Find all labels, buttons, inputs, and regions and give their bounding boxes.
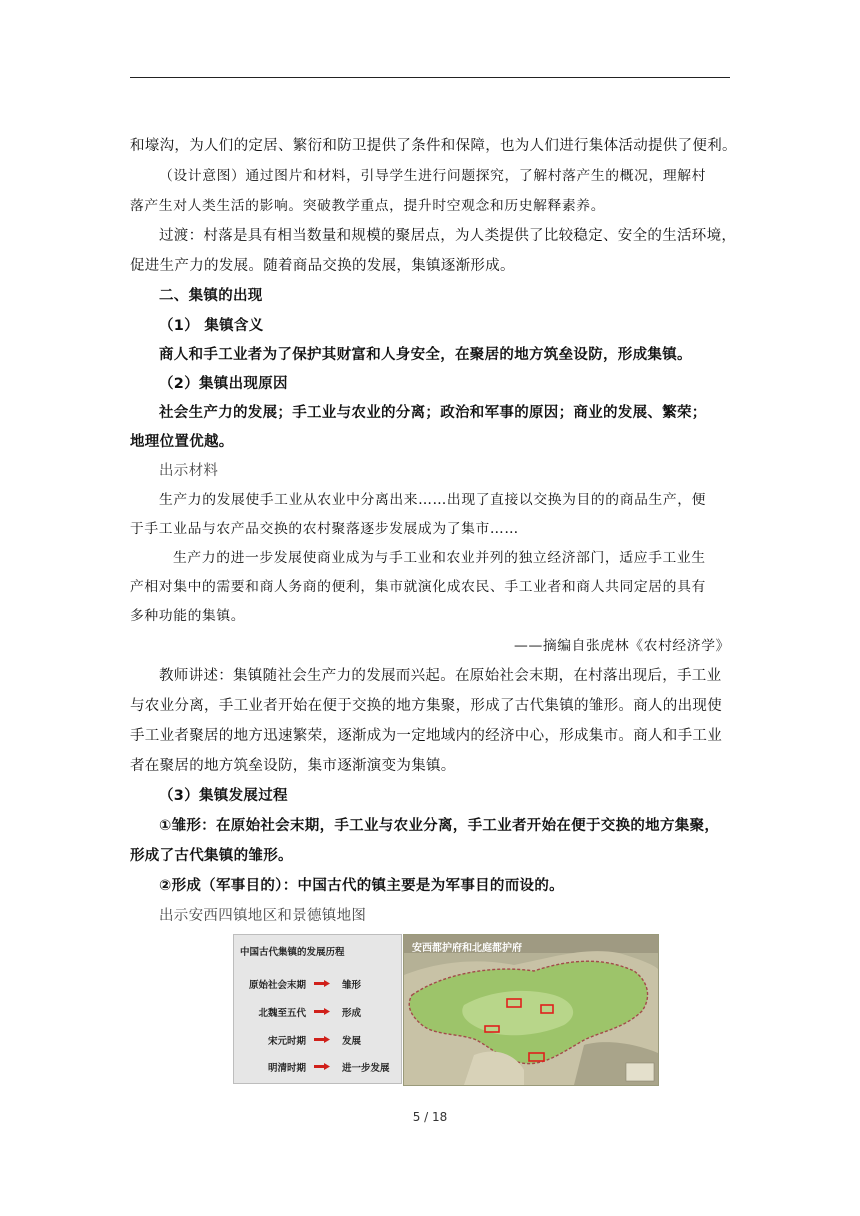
definition-text: 商人和手工业者为了保护其财富和人身安全，在聚居的地方筑垒设防，形成集镇。 [159,347,692,363]
quote-source: ——摘编自张虎林《农村经济学》 [514,638,730,654]
timeline-row [248,977,398,991]
subsection-heading: （3）集镇发展过程 [159,788,288,804]
timeline-row [248,1060,398,1074]
material-label: 出示材料 [159,463,219,479]
timeline-title: 中国古代集镇的发展历程 [240,947,345,958]
subsection-heading: （1） 集镇含义 [159,318,264,334]
quote-line: 于手工业品与农产品交换的农村聚落逐步发展成为了集市…… [130,521,519,537]
timeline-stage: 雏形 [342,980,362,991]
section-heading: 二、集镇的出现 [159,288,263,304]
timeline-row [248,1033,398,1047]
development-timeline-image [233,934,402,1084]
header-rule [130,77,730,78]
arrow-right-icon [314,1063,330,1070]
arrow-right-icon [314,1036,330,1043]
lecture-line: 手工业者聚居的地方迅速繁荣，逐渐成为一定地域内的经济中心，形成集市。商人和手工业 [130,728,722,744]
map-title: 安西都护府和北庭都护府 [412,943,522,954]
lecture-line: 教师讲述：集镇随社会生产力的发展而兴起。在原始社会末期，在村落出现后，手工业 [159,668,722,684]
timeline-period: 明清时期 [267,1063,306,1074]
development-line: ①雏形：在原始社会末期，手工业与农业分离，手工业者开始在便于交换的地方集聚， [159,818,720,834]
map-drawing [404,935,658,1085]
timeline-row [248,1005,398,1019]
timeline-period: 北魏至五代 [258,1008,306,1019]
timeline-stage: 发展 [342,1036,362,1047]
page-number: 5 / 18 [412,1110,448,1124]
anxi-beiting-map-image [403,934,659,1086]
timeline-stage: 形成 [342,1008,362,1019]
quote-line: 多种功能的集镇。 [130,608,246,624]
map-label: 出示安西四镇地区和景德镇地图 [159,908,367,924]
lecture-line: 者在聚居的地方筑垒设防，集市逐渐演变为集镇。 [130,758,456,774]
timeline-period: 宋元时期 [267,1036,306,1047]
transition-line: 促进生产力的发展。随着商品交换的发展，集镇逐渐形成。 [130,258,515,274]
subsection-heading: （2）集镇出现原因 [159,376,288,392]
design-intent-line: （设计意图）通过图片和材料，引导学生进行问题探究，了解村落产生的概况，理解村 [159,168,707,184]
timeline-stage: 进一步发展 [342,1063,390,1074]
paragraph-line: 和壕沟，为人们的定居、繁衍和防卫提供了条件和保障，也为人们进行集体活动提供了便利。 [130,138,737,154]
quote-line: 产相对集中的需要和商人务商的便利，集市就演化成农民、手工业者和商人共同定居的具有 [130,579,706,595]
timeline-period: 原始社会末期 [248,980,306,991]
design-intent-line: 落产生对人类生活的影响。突破教学重点，提升时空观念和历史解释素养。 [130,198,606,214]
reason-line: 地理位置优越。 [130,434,234,450]
development-line: 形成了古代集镇的雏形。 [130,848,293,864]
reason-line: 社会生产力的发展；手工业与农业的分离；政治和军事的原因；商业的发展、繁荣； [159,405,707,421]
arrow-right-icon [314,980,330,987]
lecture-line: 与农业分离，手工业者开始在便于交换的地方集聚，形成了古代集镇的雏形。商人的出现使 [130,698,722,714]
quote-line: 生产力的进一步发展使商业成为与手工业和农业并列的独立经济部门，适应手工业生 [173,550,706,566]
development-line: ②形成（军事目的）：中国古代的镇主要是为军事目的而设的。 [159,878,564,894]
transition-line: 过渡：村落是具有相当数量和规模的聚居点，为人类提供了比较稳定、安全的生活环境， [159,228,737,244]
arrow-right-icon [314,1008,330,1015]
quote-line: 生产力的发展使手工业从农业中分离出来……出现了直接以交换为目的的商品生产，便 [159,492,707,508]
figure-images [233,934,657,1084]
